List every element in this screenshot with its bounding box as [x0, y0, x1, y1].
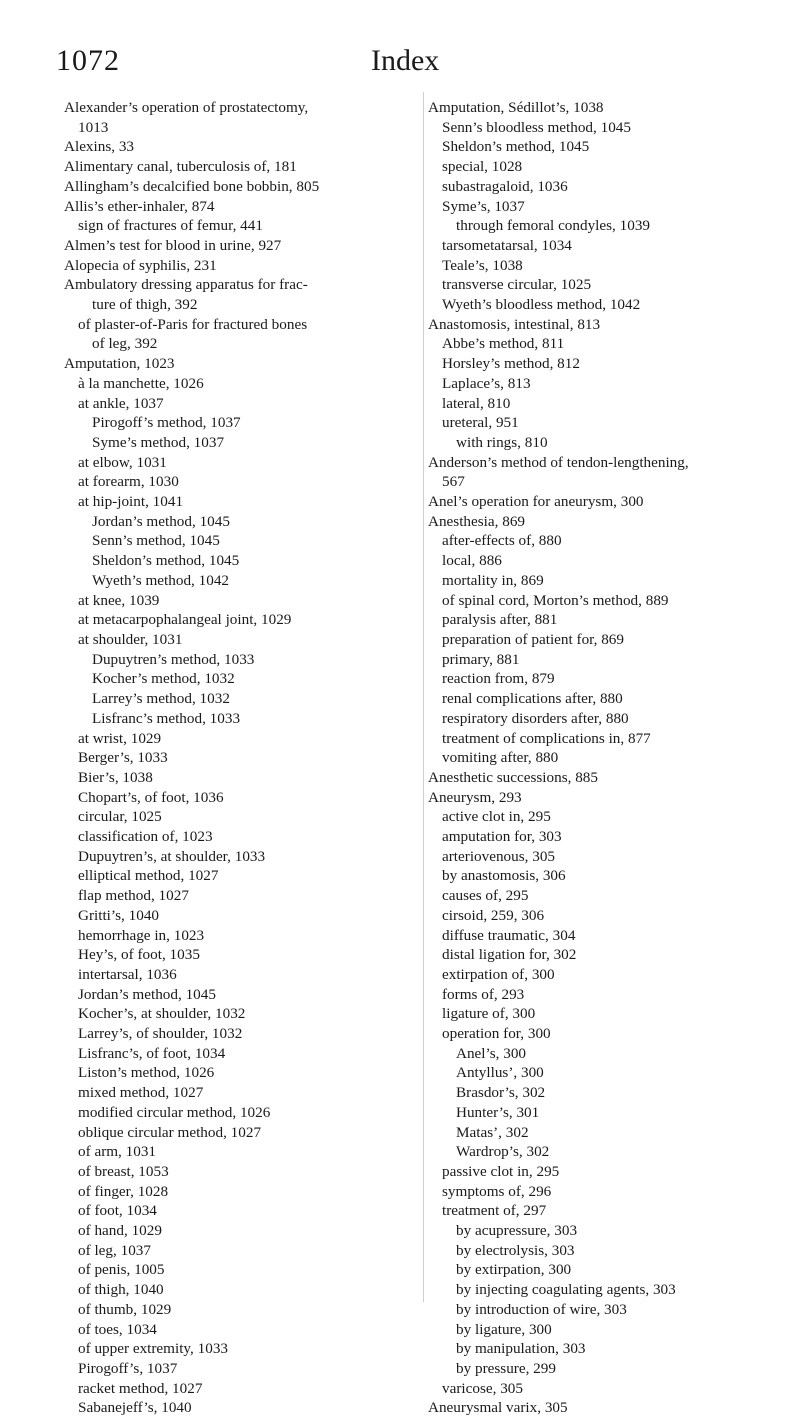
index-entry: of penis, 1005	[78, 1261, 165, 1279]
index-entry: treatment of, 297	[442, 1202, 547, 1220]
index-entry: ureteral, 951	[442, 414, 519, 432]
index-entry: Anderson’s method of tendon-lengthening,	[428, 453, 689, 471]
index-entry: Dupuytren’s, at shoulder, 1033	[78, 847, 266, 865]
index-entry: Pirogoff’s method, 1037	[92, 414, 241, 432]
index-entry: circular, 1025	[78, 808, 162, 826]
index-entry: Anesthesia, 869	[428, 512, 526, 530]
index-entry: diffuse traumatic, 304	[442, 926, 576, 944]
index-entry: Allis’s ether-inhaler, 874	[64, 197, 215, 215]
index-entry: Syme’s, 1037	[442, 197, 525, 215]
index-entry: Teale’s, 1038	[442, 256, 523, 274]
index-entry: of hand, 1029	[78, 1222, 162, 1240]
index-entry: Wyeth’s bloodless method, 1042	[442, 296, 641, 314]
index-entry: Lisfranc’s method, 1033	[92, 709, 241, 727]
index-entry: amputation for, 303	[442, 828, 562, 846]
index-entry: Liston’s method, 1026	[78, 1064, 215, 1082]
index-entry: Hey’s, of foot, 1035	[78, 946, 200, 964]
index-entry: racket method, 1027	[78, 1379, 203, 1397]
index-entry: of leg, 392	[92, 335, 158, 353]
index-entry: subastragaloid, 1036	[442, 177, 568, 195]
index-entry: at shoulder, 1031	[78, 630, 183, 648]
index-entry: by introduction of wire, 303	[456, 1300, 627, 1318]
index-entry: primary, 881	[442, 650, 520, 668]
index-entry: Hunter’s, 301	[456, 1103, 540, 1121]
index-entry: Allingham’s decalcified bone bobbin, 805	[64, 177, 320, 195]
index-entry: Sheldon’s method, 1045	[442, 138, 590, 156]
index-entry: Wardrop’s, 302	[456, 1143, 550, 1161]
index-entry: Anesthetic successions, 885	[428, 768, 598, 786]
index-entry: Lisfranc’s, of foot, 1034	[78, 1044, 226, 1062]
index-entry: active clot in, 295	[442, 808, 551, 826]
index-entry: Dupuytren’s method, 1033	[92, 650, 255, 668]
index-entry: Sabanejeff’s, 1040	[78, 1399, 192, 1417]
index-entry: arteriovenous, 305	[442, 847, 556, 865]
index-entry: by anastomosis, 306	[442, 867, 566, 885]
index-entry: of leg, 1037	[78, 1241, 151, 1259]
index-entry: Kocher’s method, 1032	[92, 670, 235, 688]
index-entry: ligature of, 300	[442, 1005, 536, 1023]
index-entry: Brasdor’s, 302	[456, 1084, 546, 1102]
index-entry: Alexins, 33	[64, 138, 135, 156]
index-entry: of thigh, 1040	[78, 1281, 164, 1299]
index-entry: 567	[442, 473, 465, 491]
index-entry: hemorrhage in, 1023	[78, 926, 205, 944]
index-entry: Berger’s, 1033	[78, 749, 168, 767]
index-column-right	[428, 98, 788, 1418]
index-entry: varicose, 305	[442, 1379, 523, 1397]
index-entry: by extirpation, 300	[456, 1261, 572, 1279]
index-entry: Sheldon’s method, 1045	[92, 552, 240, 570]
index-entry: vomiting after, 880	[442, 749, 559, 767]
page-header	[0, 44, 801, 84]
index-entry: Ambulatory dressing apparatus for frac-	[64, 276, 308, 294]
index-entry: Antyllus’, 300	[456, 1064, 544, 1082]
index-entry: operation for, 300	[442, 1025, 551, 1043]
index-entry: at forearm, 1030	[78, 473, 179, 491]
index-entry: mortality in, 869	[442, 571, 544, 589]
index-entry: sign of fractures of femur, 441	[78, 217, 263, 235]
index-entry: lateral, 810	[442, 394, 511, 412]
index-entry: Alexander’s operation of prostatectomy,	[64, 99, 309, 116]
index-entry: mixed method, 1027	[78, 1084, 204, 1102]
index-entry: Senn’s bloodless method, 1045	[442, 118, 631, 136]
index-column-left	[64, 98, 419, 1418]
index-entry: by electrolysis, 303	[456, 1241, 575, 1259]
index-entry: at wrist, 1029	[78, 729, 162, 747]
index-entry: Senn’s method, 1045	[92, 532, 220, 550]
index-entry: passive clot in, 295	[442, 1162, 560, 1180]
index-entry: cirsoid, 259, 306	[442, 906, 545, 924]
index-entry: Wyeth’s method, 1042	[92, 571, 230, 589]
index-entry: of breast, 1053	[78, 1162, 169, 1180]
index-entry: of spinal cord, Morton’s method, 889	[442, 591, 669, 609]
index-entry: Alopecia of syphilis, 231	[64, 256, 217, 274]
index-entry: by injecting coagulating agents, 303	[456, 1281, 676, 1299]
index-entry: distal ligation for, 302	[442, 946, 577, 964]
index-entry: after-effects of, 880	[442, 532, 562, 550]
index-entry: Aneurysm, 293	[428, 788, 522, 806]
index-entry: of foot, 1034	[78, 1202, 157, 1220]
index-entry: of finger, 1028	[78, 1182, 169, 1200]
index-entry: of plaster-of-Paris for fractured bones	[78, 315, 308, 333]
index-entry: oblique circular method, 1027	[78, 1123, 262, 1141]
index-entry: by manipulation, 303	[456, 1340, 586, 1358]
index-entry: Jordan’s method, 1045	[92, 512, 230, 530]
index-entry: at elbow, 1031	[78, 453, 167, 471]
index-entry: forms of, 293	[442, 985, 525, 1003]
index-entry: intertarsal, 1036	[78, 965, 177, 983]
index-entry: preparation of patient for, 869	[442, 630, 624, 648]
index-entry: Matas’, 302	[456, 1123, 529, 1141]
index-entry: of thumb, 1029	[78, 1300, 172, 1318]
index-entry: renal complications after, 880	[442, 690, 623, 708]
index-entry: of upper extremity, 1033	[78, 1340, 229, 1358]
index-entry: elliptical method, 1027	[78, 867, 219, 885]
index-entry: classification of, 1023	[78, 828, 213, 846]
index-entry: Aneurysmal varix, 305	[428, 1399, 568, 1417]
index-entry: special, 1028	[442, 158, 523, 176]
index-entry: Anel’s operation for aneurysm, 300	[428, 493, 644, 511]
page-title: Index	[371, 44, 440, 77]
index-entry: Amputation, 1023	[64, 355, 175, 373]
index-entry: Amputation, Sédillot’s, 1038	[428, 99, 604, 116]
index-entry: of toes, 1034	[78, 1320, 157, 1338]
index-entry: symptoms of, 296	[442, 1182, 552, 1200]
index-entry: at ankle, 1037	[78, 394, 164, 412]
index-entry: through femoral condyles, 1039	[456, 217, 651, 235]
index-entry: with rings, 810	[456, 433, 548, 451]
index-entry: Gritti’s, 1040	[78, 906, 160, 924]
page-number: 1072	[56, 44, 120, 77]
index-entry: reaction from, 879	[442, 670, 555, 688]
index-entry: flap method, 1027	[78, 887, 189, 905]
index-entry: Abbe’s method, 811	[442, 335, 565, 353]
index-entry: Pirogoff’s, 1037	[78, 1360, 178, 1377]
index-entry: Chopart’s, of foot, 1036	[78, 788, 224, 806]
index-entry: local, 886	[442, 552, 502, 570]
index-entry: Kocher’s, at shoulder, 1032	[78, 1005, 246, 1023]
column-divider	[423, 92, 424, 1302]
index-entry: Bier’s, 1038	[78, 768, 153, 786]
index-entry: at metacarpophalangeal joint, 1029	[78, 611, 292, 629]
index-entry: Larrey’s, of shoulder, 1032	[78, 1025, 243, 1043]
index-entry: Larrey’s method, 1032	[92, 690, 230, 708]
index-entry: Anastomosis, intestinal, 813	[428, 315, 601, 333]
index-entry: Horsley’s method, 812	[442, 355, 580, 373]
index-entry: ture of thigh, 392	[92, 296, 198, 314]
index-entry: Laplace’s, 813	[442, 374, 531, 392]
index-entry: Alimentary canal, tuberculosis of, 181	[64, 158, 297, 176]
index-entry: by pressure, 299	[456, 1360, 556, 1377]
index-entry: à la manchette, 1026	[78, 374, 204, 392]
index-entry: Syme’s method, 1037	[92, 433, 225, 451]
index-entry: at knee, 1039	[78, 591, 160, 609]
index-entry: treatment of complications in, 877	[442, 729, 651, 747]
index-entry: extirpation of, 300	[442, 965, 555, 983]
index-entry: Jordan’s method, 1045	[78, 985, 216, 1003]
index-entry: paralysis after, 881	[442, 611, 558, 629]
index-entry: modified circular method, 1026	[78, 1103, 271, 1121]
index-entry: Almen’s test for blood in urine, 927	[64, 236, 282, 254]
index-entry: 1013	[78, 118, 109, 136]
index-entry: tarsometatarsal, 1034	[442, 236, 572, 254]
index-entry: by acupressure, 303	[456, 1222, 578, 1240]
index-entry: at hip-joint, 1041	[78, 493, 184, 511]
index-entry: causes of, 295	[442, 887, 529, 905]
index-entry: transverse circular, 1025	[442, 276, 592, 294]
index-entry: respiratory disorders after, 880	[442, 709, 629, 727]
index-entry: Anel’s, 300	[456, 1044, 527, 1062]
index-entry: of arm, 1031	[78, 1143, 157, 1161]
index-entry: by ligature, 300	[456, 1320, 552, 1338]
